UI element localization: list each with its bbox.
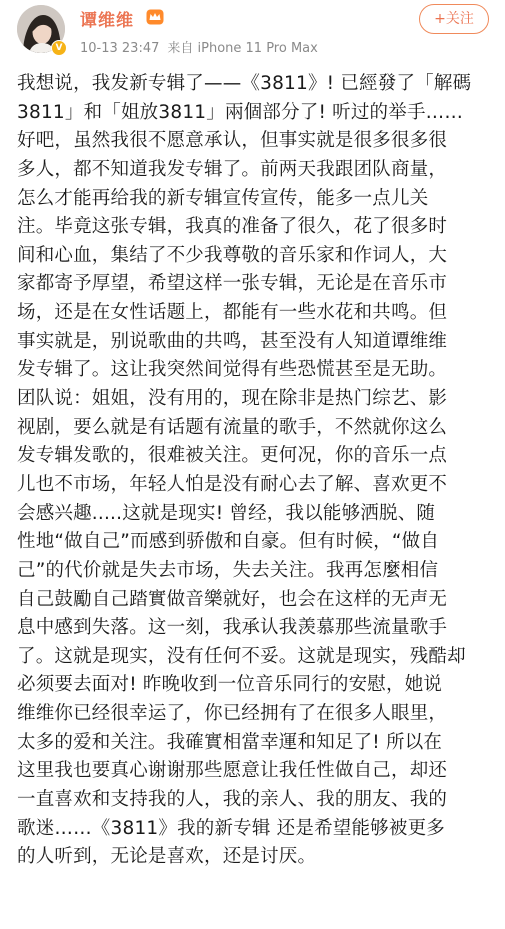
crown-icon xyxy=(146,9,164,25)
post-text-line: 息中感到失落。这一刻，我承认我羡慕那些流量歌手 xyxy=(17,617,448,639)
post-text-line: 家都寄予厚望，希望这样一张专辑，无论是在音乐市 xyxy=(17,273,448,295)
post-text-line: 团队说：姐姐，没有用的，现在除非是热门综艺、影 xyxy=(17,388,448,410)
post-header xyxy=(0,0,505,66)
post-text-line: 会感兴趣.....这就是现实! 曾经，我以能够洒脱、随 xyxy=(17,502,436,524)
post-text-line: 间和心血，集结了不少我尊敬的音乐家和作词人，大 xyxy=(17,244,448,266)
post-text-line: 发专辑发歌的，很难被关注。更何况，你的音乐一点 xyxy=(17,445,448,467)
post-meta xyxy=(80,37,318,56)
post-text-line: 发专辑了。这让我突然间觉得有些恐慌甚至是无助。 xyxy=(17,359,448,381)
post-text-line: 歌迷……《3811》我的新专辑 还是希望能够被更多 xyxy=(17,817,445,839)
post-text-line: 事实就是，别说歌曲的共鸣，甚至没有人知道谭维维 xyxy=(17,330,448,352)
post-text-line: 己”的代价就是失去市场，失去关注。我再怎麼相信 xyxy=(17,559,439,581)
post-text-line: 维维你已经很幸运了，你已经拥有了在很多人眼里， xyxy=(17,703,448,725)
post-body xyxy=(17,70,491,872)
username[interactable]: 谭维维 xyxy=(80,11,134,31)
post-text-line: 儿也不市场，年轻人怕是没有耐心去了解、喜欢更不 xyxy=(17,473,448,495)
post-text-line: 的人听到，无论是喜欢，还是讨厌。 xyxy=(17,846,317,868)
post-text-line: 怎么才能再给我的新专辑宣传宣传，能多一点儿关 xyxy=(17,187,429,209)
post-text-line: 这里我也要真心谢谢那些愿意让我任性做自己，却还 xyxy=(17,760,448,782)
post-text-line: 场，还是在女性话题上，都能有一些水花和共鸣。但 xyxy=(17,302,448,324)
post-text-line: 了。这就是现实，没有任何不妥。这就是现实，残酷却 xyxy=(17,645,466,667)
follow-button[interactable]: +关注 xyxy=(419,4,489,34)
post-text-line: 必须要去面对! 昨晚收到一位音乐同行的安慰，她说 xyxy=(17,674,443,696)
post-text-line: 自己鼓勵自己踏實做音樂就好，也会在这样的无声无 xyxy=(17,588,448,610)
post-text-line: 性地“做自己”而感到骄傲和自豪。但有时候，“做自 xyxy=(17,531,440,553)
post-text-line: 好吧，虽然我很不愿意承认，但事实就是很多很多很 xyxy=(17,130,448,152)
post-text-line: 我想说，我发新专辑了——《3811》! 已經發了「解碼 xyxy=(17,73,472,94)
post-text-line: 视剧，要么就是有话题有流量的歌手，不然就你这么 xyxy=(17,416,448,438)
post-text-line: 太多的爱和关注。我確實相當幸運和知足了! 所以在 xyxy=(17,731,443,753)
post-text-line: 注。毕竟这张专辑，我真的准备了很久，花了很多时 xyxy=(17,216,448,238)
post-source: 来自 iPhone 11 Pro Max xyxy=(167,41,318,56)
post-text-line: 3811」和「姐放3811」兩個部分了! 听过的举手…… xyxy=(17,101,464,123)
post-text-line: 多人，都不知道我发专辑了。前两天我跟团队商量， xyxy=(17,158,448,180)
post-timestamp: 10-13 23:47 xyxy=(80,41,160,56)
verified-badge-icon: V xyxy=(51,40,67,56)
post-text-line: 一直喜欢和支持我的人，我的亲人、我的朋友、我的 xyxy=(17,789,448,811)
